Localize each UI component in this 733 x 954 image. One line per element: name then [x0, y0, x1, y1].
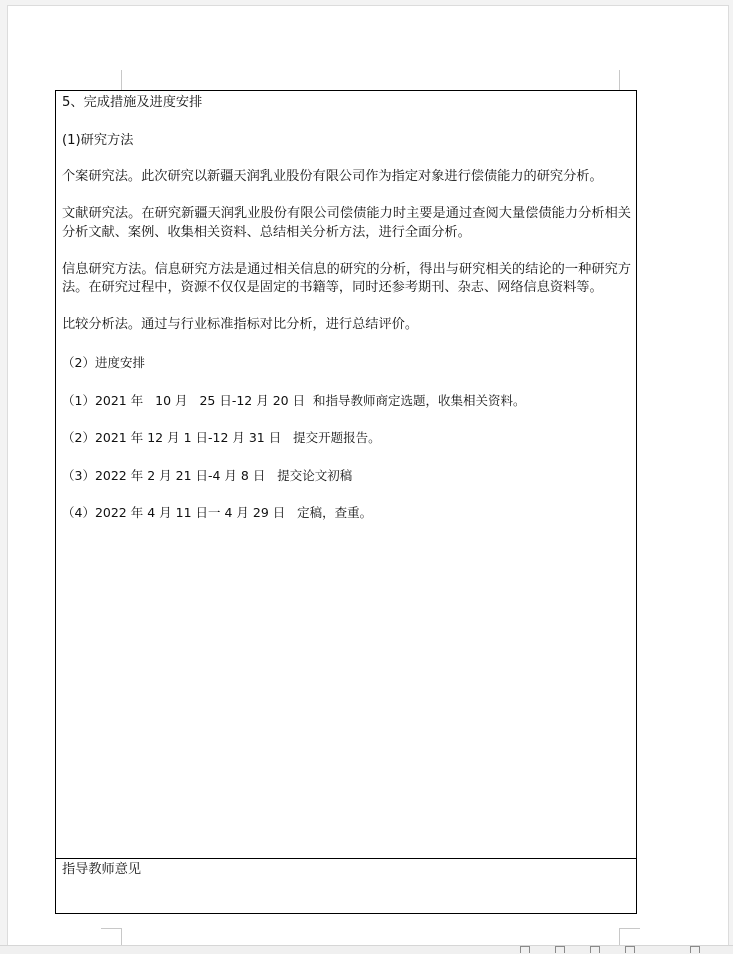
schedule-heading: （2）进度安排: [62, 355, 145, 370]
measures-schedule-cell[interactable]: [56, 91, 636, 859]
report-table: [55, 90, 637, 914]
web-layout-icon[interactable]: [590, 946, 600, 953]
crop-mark-bottom-left-h: [101, 928, 121, 929]
advisor-label: 指导教师意见: [62, 862, 142, 877]
paragraph-literature: 文献研究法。在研究新疆天润乳业股份有限公司偿债能力时主要是通过查阅大量偿债能力分析相关分析文献、案例、收集相关资料、总结相关分析方法，进行全面分析。: [62, 206, 631, 240]
zoom-icon[interactable]: [625, 946, 635, 953]
paragraph-information: 信息研究方法。信息研究方法是通过相关信息的研究的分析，得出与研究相关的结论的一种研究方法。在研究过程中，资源不仅仅是固定的书籍等，同时还参考期刊、杂志、网络信息资料等。: [62, 261, 631, 295]
schedule-item-4: （4）2022 年 4 月 11 日一 4 月 29 日 定稿，查重。: [62, 505, 373, 520]
crop-mark-bottom-right-h: [620, 928, 640, 929]
schedule-item-3: （3）2022 年 2 月 21 日-4 月 8 日 提交论文初稿: [62, 467, 353, 483]
paragraph-comparison: 比较分析法。通过与行业标准指标对比分析，进行总结评价。: [62, 317, 419, 332]
fit-page-icon[interactable]: [690, 946, 700, 953]
crop-mark-top-left: [121, 70, 122, 90]
schedule-item-2: （2）2021 年 12 月 1 日-12 月 31 日 提交开题报告。: [62, 430, 381, 445]
advisor-opinion-cell[interactable]: [56, 859, 636, 913]
crop-mark-top-right: [619, 70, 620, 90]
read-mode-icon[interactable]: [520, 946, 530, 953]
paragraph-case-study: 个案研究法。此次研究以新疆天润乳业股份有限公司作为指定对象进行偿债能力的研究分析。: [62, 169, 603, 184]
print-layout-icon[interactable]: [555, 946, 565, 953]
method-heading: (1)研究方法: [62, 132, 134, 148]
schedule-item-1: （1）2021 年 10 月 25 日-12 月 20 日 和指导教师商定选题，收集相关资料。: [62, 392, 526, 408]
section-title: 5、完成措施及进度安排: [62, 95, 203, 110]
